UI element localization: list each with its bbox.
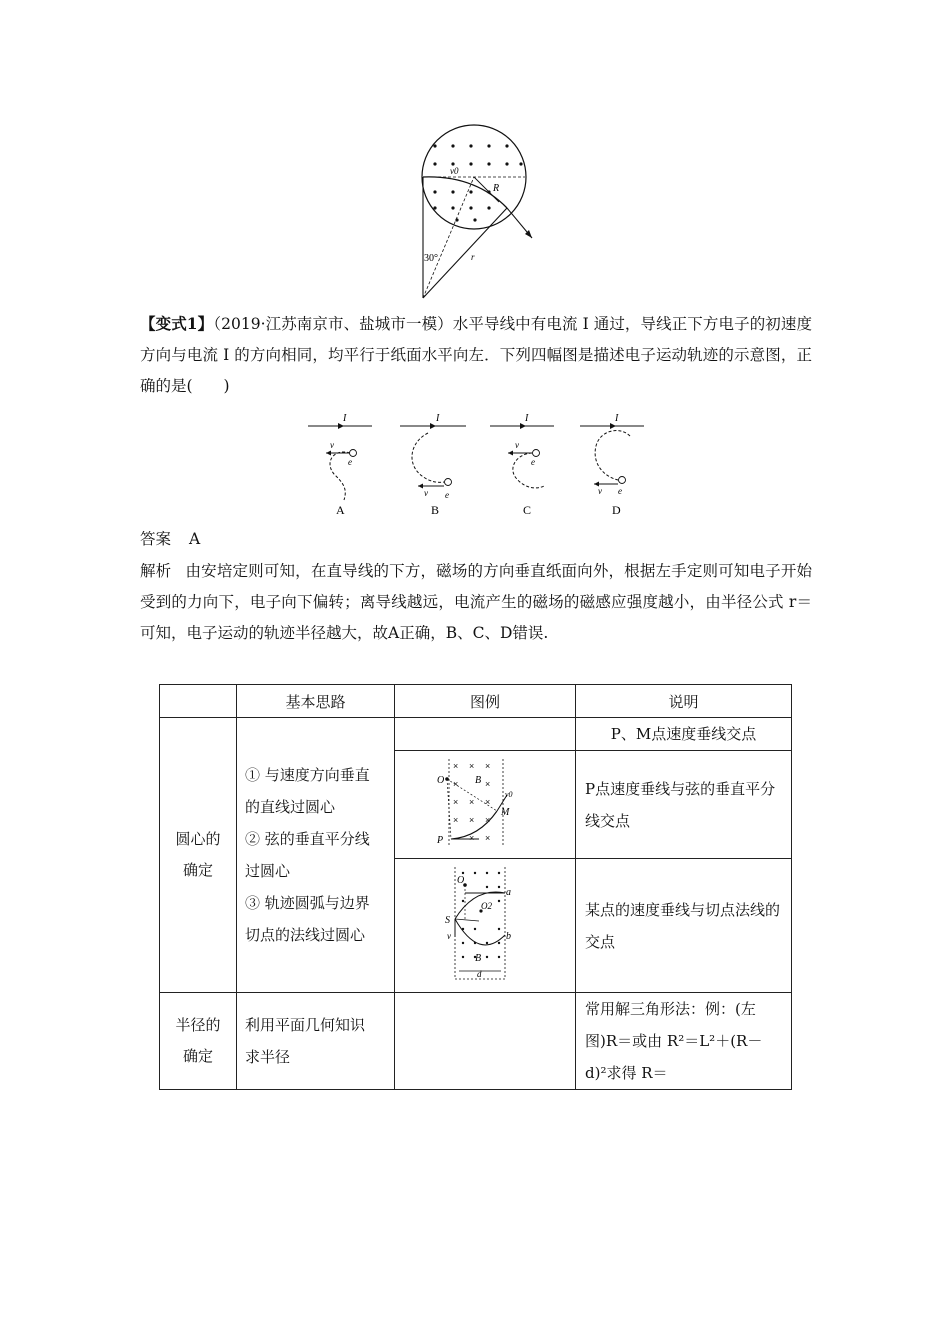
figure-cell-2 xyxy=(395,859,576,993)
method-line: ② 弦的垂直平分线 xyxy=(245,830,370,848)
problem-paragraph xyxy=(140,308,812,402)
option-d-e-label: e xyxy=(618,486,622,496)
fig2-Q: O2 xyxy=(481,900,492,911)
option-d-label: D xyxy=(612,503,621,517)
tangent-fig xyxy=(435,865,535,983)
header-explanation: 说明 xyxy=(576,685,792,718)
svg-text:×: × xyxy=(485,832,491,843)
option-c-e-label: e xyxy=(531,457,535,467)
center-title-line2: 确定 xyxy=(182,861,213,879)
fig2-b: b xyxy=(506,930,511,942)
radius-method-line1: 利用平面几何知识 xyxy=(245,1016,366,1034)
option-d-current-label: I xyxy=(615,413,619,424)
option-a xyxy=(308,413,372,517)
cross-marks xyxy=(453,761,490,843)
problem-tag: 【变式1】 xyxy=(140,314,214,333)
note-tangent: 某点的速度垂线与切点法线的交点 xyxy=(576,859,792,993)
angle-label: 30° xyxy=(424,253,438,264)
method-line: 切点的法线过圆心 xyxy=(245,926,366,944)
svg-text:×: × xyxy=(485,814,491,825)
fig2-O: O xyxy=(457,874,465,886)
option-b-label: B xyxy=(431,503,440,517)
radius-method-line2: 求半径 xyxy=(245,1048,291,1066)
analysis-label: 解析 xyxy=(140,562,172,580)
header-figure: 图例 xyxy=(395,685,576,718)
svg-text:×: × xyxy=(469,760,475,771)
option-c-v-label: v xyxy=(515,440,519,450)
svg-text:×: × xyxy=(485,796,491,807)
answer-label: 答案 xyxy=(140,530,172,548)
option-a-e-label: e xyxy=(348,457,352,467)
analysis-text: 由安培定则可知，在直导线的下方，磁场的方向垂直纸面向外，根据左手定则可知电子开始受到的力向下，电子向下偏转；离导线越远，电流产生的磁场的磁感应强度越小，由半径公式 r＝可知，电子运动的轨迹半径越大，故A正确，B、C、D错误. xyxy=(140,562,812,642)
note-pm: P、M点速度垂线交点 xyxy=(576,718,792,751)
radius-note-line1: 常用解三角形法：例：(左 xyxy=(585,1000,756,1018)
svg-text:×: × xyxy=(469,832,475,843)
radius-title-line2: 确定 xyxy=(182,1047,213,1065)
fig1-P: P xyxy=(437,834,444,846)
svg-text:×: × xyxy=(469,796,475,807)
R-label: R xyxy=(493,183,500,194)
radius-method xyxy=(237,993,395,1090)
method-line: 过圆心 xyxy=(245,862,291,880)
svg-text:×: × xyxy=(485,778,491,789)
header-blank xyxy=(160,685,237,718)
options-figure xyxy=(300,408,650,520)
method-table xyxy=(159,684,792,1090)
fig2-B: B xyxy=(475,952,482,964)
answer-value: A xyxy=(189,530,201,548)
option-b-v-label: v xyxy=(424,488,428,498)
header-basic-idea: 基本思路 xyxy=(237,685,395,718)
dot-marks xyxy=(462,871,500,957)
option-a-current-label: I xyxy=(343,413,347,424)
fig1-M: M xyxy=(501,806,510,818)
svg-text:×: × xyxy=(469,814,475,825)
method-line: ① 与速度方向垂直 xyxy=(245,766,370,784)
option-c xyxy=(490,413,554,517)
svg-text:×: × xyxy=(453,760,459,771)
figure-cell-1 xyxy=(395,751,576,859)
analysis-paragraph xyxy=(140,556,812,649)
option-b-current-label: I xyxy=(436,413,440,424)
figure-cell-empty xyxy=(395,718,576,751)
radius-figure-empty xyxy=(395,993,576,1090)
radius-note xyxy=(576,993,792,1090)
option-b xyxy=(400,413,466,517)
fig2-v: v xyxy=(447,930,451,941)
note-p-chord: P点速度垂线与弦的垂直平分线交点 xyxy=(576,751,792,859)
fig2-d: d xyxy=(477,968,482,979)
center-title-line1: 圆心的 xyxy=(175,830,221,848)
center-line xyxy=(423,177,474,298)
center-row-title xyxy=(160,718,237,993)
problem-text: （2019·江苏南京市、盐城市一模）水平导线中有电流 I 通过，导线正下方电子的初速度方向与电流 I 的方向相同，均平行于纸面水平向左．下列四幅图是描述电子运动轨迹的示意图，正确的是( ) xyxy=(140,315,812,395)
table-header-row xyxy=(160,685,792,718)
v0-label: v0 xyxy=(450,166,459,176)
circular-field-figure xyxy=(405,120,555,305)
option-a-label: A xyxy=(336,503,345,517)
option-c-current-label: I xyxy=(525,413,529,424)
radius-row-title xyxy=(160,993,237,1090)
option-a-v-label: v xyxy=(330,440,334,450)
fig1-v0: v0 xyxy=(505,789,513,799)
answer-line xyxy=(140,527,200,549)
method-line: 的直线过圆心 xyxy=(245,798,336,816)
center-methods xyxy=(237,718,395,993)
radius-note-line3: d)²求得 R＝ xyxy=(585,1064,668,1082)
fig1-B: B xyxy=(475,774,482,786)
option-d-v-label: v xyxy=(598,486,602,496)
svg-text:×: × xyxy=(453,796,459,807)
option-b-e-label: e xyxy=(445,490,449,500)
fig2-S: S xyxy=(445,914,450,926)
svg-text:×: × xyxy=(453,814,459,825)
fig1-O: O xyxy=(437,774,445,786)
radius-title-line1: 半径的 xyxy=(175,1016,221,1034)
perpendicular-fig xyxy=(435,755,535,851)
svg-text:×: × xyxy=(453,778,459,789)
option-c-label: C xyxy=(523,503,532,517)
r-label: r xyxy=(471,252,475,262)
method-line: ③ 轨迹圆弧与边界 xyxy=(245,894,370,912)
radius-note-line2: 图)R＝或由 R²＝L²＋(R－ xyxy=(585,1032,763,1050)
option-d xyxy=(580,413,644,517)
fig2-a: a xyxy=(506,886,511,898)
svg-text:×: × xyxy=(485,760,491,771)
